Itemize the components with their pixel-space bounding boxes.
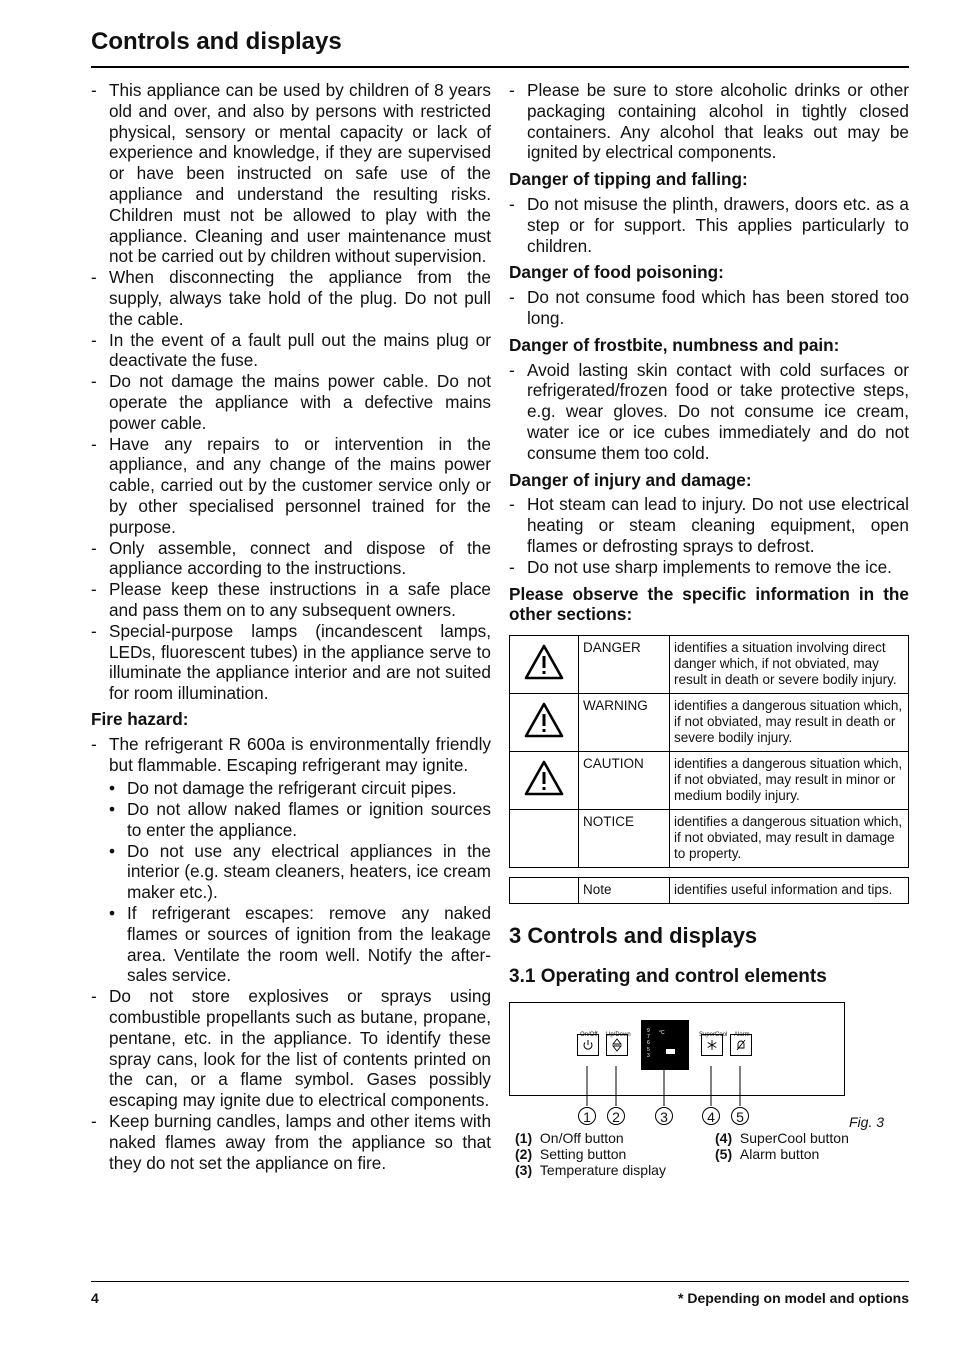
list-item: - When disconnecting the appliance from the supply, always take hold of the plug. Do not pull the cable. xyxy=(91,267,491,329)
signal-description: identifies useful information and tips. xyxy=(670,878,909,904)
page-number: 4 xyxy=(91,1290,99,1306)
list-item: - Only assemble, connect and dispose of the appliance according to the instructions. xyxy=(91,537,491,579)
table-row xyxy=(510,636,909,694)
figure-control-panel xyxy=(509,1002,909,1192)
list-item: - This appliance can be used by children of 8 years old and over, and also by persons with restricted physical, sensory or mental capacity or lack of experience and knowledge, if they are supervised or have been instructed on safe use of the appliance and understand the resulting risks. Children must not be allowed to play with the appliance. Cleaning and user maintenance must not be carried out by children without supervision. xyxy=(91,80,491,267)
figure-legend-left xyxy=(515,1130,666,1178)
signal-word: Note xyxy=(579,878,670,904)
table-row xyxy=(510,810,909,868)
list-item: - In the event of a fault pull out the mains plug or deactivate the fuse. xyxy=(91,329,491,371)
fire-hazard-heading: Fire hazard: xyxy=(91,708,189,729)
subsection-title: 3.1 Operating and control elements xyxy=(509,965,827,987)
header-rule xyxy=(91,66,909,68)
bullet-item: • Do not use any electrical appliances in the interior (e.g. steam cleaners, heaters, ice cream maker etc.). xyxy=(109,840,491,903)
table-row xyxy=(510,694,909,752)
table-row xyxy=(510,752,909,810)
signal-description: identifies a dangerous situation which, if not obviated, may result in minor or medium bodily injury. xyxy=(670,752,909,810)
bullet-item: • Do not damage the refrigerant circuit pipes. xyxy=(109,778,457,799)
callout-number: 4 xyxy=(707,1108,715,1125)
signal-description: identifies a situation involving direct danger which, if not obviated, may result in death or severe bodily injury. xyxy=(670,636,909,694)
legend-item: (5) Alarm button xyxy=(715,1145,820,1162)
table-row xyxy=(510,878,909,904)
list-item: - Special-purpose lamps (incandescent lamps, LEDs, fluorescent tubes) in the appliance serve to illuminate the appliance interior and are not suited for room illumination. xyxy=(91,620,491,704)
degree-label: °C xyxy=(659,1029,665,1036)
signal-description: identifies a dangerous situation which, if not obviated, may result in death or severe bodily injury. xyxy=(670,694,909,752)
signal-word: CAUTION xyxy=(579,752,670,810)
figure-legend-right xyxy=(715,1130,849,1162)
section-title: 3 Controls and displays xyxy=(509,923,758,949)
warning-triangle-icon xyxy=(523,643,565,681)
warning-triangle-icon xyxy=(523,759,565,797)
injury-heading: Danger of injury and damage: xyxy=(509,469,752,490)
list-item: - Do not misuse the plinth, drawers, doors etc. as a step or for support. This applies particularly to children. xyxy=(509,193,909,256)
page-title: Controls and displays xyxy=(91,28,342,55)
observe-heading: Please observe the specific information in the other sections: xyxy=(509,583,909,625)
temperature-scale: 9 7 6 5 3 xyxy=(647,1027,650,1059)
callout-number: 5 xyxy=(736,1108,744,1125)
list-item: - Do not damage the mains power cable. Do not operate the appliance with a defective mains power cable. xyxy=(91,371,491,433)
signal-word: NOTICE xyxy=(579,810,670,868)
food-heading: Danger of food poisoning: xyxy=(509,262,724,283)
list-item: - Avoid lasting skin contact with cold surfaces or refrigerated/frozen food or take protective steps, e.g. wear gloves. Do not consume ice cream, water ice or ice cubes immediately and do not consume them too cold. xyxy=(509,359,909,463)
list-item: - Hot steam can lead to injury. Do not use electrical heating or steam cleaning equipment, open flames or defrosting sprays to defrost. xyxy=(509,494,909,556)
signal-word-table xyxy=(509,635,909,868)
signal-word: DANGER xyxy=(579,636,670,694)
note-table xyxy=(509,877,909,904)
list-item: - Do not store explosives or sprays using combustible propellants such as butane, propane, pentane, etc. in the appliance. To identify these spray cans, look for the list of contents printed on the can, or a flame symbol. Gases possibly escaping may ignite due to electrical components. xyxy=(91,986,491,1111)
callout-number: 1 xyxy=(583,1108,591,1125)
left-column xyxy=(91,80,491,1173)
onoff-label: On/Off xyxy=(580,1031,598,1038)
supercool-label: SuperCool xyxy=(699,1031,728,1038)
list-item: - The refrigerant R 600a is environmentally friendly but flammable. Escaping refrigerant may ignite. xyxy=(91,733,491,775)
list-item: - Do not use sharp implements to remove the ice. xyxy=(509,556,892,577)
alarm-label: Alarm xyxy=(734,1031,750,1038)
tipping-heading: Danger of tipping and falling: xyxy=(509,169,748,190)
footer-rule xyxy=(91,1281,909,1282)
icon-cell xyxy=(510,810,579,868)
signal-word: WARNING xyxy=(579,694,670,752)
updown-label: Up/Down xyxy=(606,1031,631,1038)
bullet-item: • Do not allow naked flames or ignition sources to enter the appliance. xyxy=(109,799,491,840)
icon-cell xyxy=(510,752,579,810)
icon-cell xyxy=(510,878,579,904)
list-item: - Please be sure to store alcoholic drinks or other packaging containing alcohol in tightly closed containers. Any alcohol that leaks out may be ignited by electrical components. xyxy=(509,80,909,163)
bullet-item: • If refrigerant escapes: remove any naked flames or sources of ignition from the leakage area. Ventilate the room well. Notify the after-sales service. xyxy=(109,903,491,986)
legend-item: (2) Setting button xyxy=(515,1145,627,1162)
icon-cell xyxy=(510,636,579,694)
legend-item: (3) Temperature display xyxy=(515,1161,666,1178)
list-item: - Please keep these instructions in a safe place and pass them on to any subsequent owners. xyxy=(91,579,491,620)
frostbite-heading: Danger of frostbite, numbness and pain: xyxy=(509,334,840,355)
signal-description: identifies a dangerous situation which, if not obviated, may result in damage to property. xyxy=(670,810,909,868)
callout-number: 2 xyxy=(612,1108,620,1125)
callout-number: 3 xyxy=(660,1108,668,1125)
legend-item: (4) SuperCool button xyxy=(715,1129,849,1146)
list-item: - Have any repairs to or intervention in the appliance, and any change of the mains power cable, carried out by the customer service only or by other specialised personnel trained for the purpose. xyxy=(91,433,491,537)
list-item: - Keep burning candles, lamps and other items with naked flames away from the appliance so that they do not set the appliance on fire. xyxy=(91,1111,491,1173)
figure-caption: Fig. 3 xyxy=(849,1113,885,1130)
legend-item: (1) On/Off button xyxy=(515,1129,624,1146)
list-item: - Do not consume food which has been stored too long. xyxy=(509,287,909,328)
icon-cell xyxy=(510,694,579,752)
footer-note: * Depending on model and options xyxy=(678,1290,909,1306)
warning-triangle-icon xyxy=(523,701,565,739)
right-column xyxy=(509,80,909,1192)
